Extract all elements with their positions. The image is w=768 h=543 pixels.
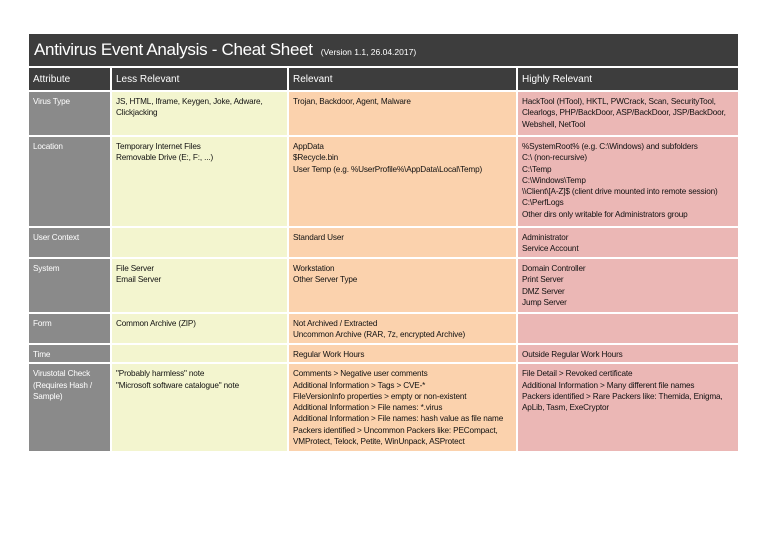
highly-relevant-cell: Administrator Service Account xyxy=(517,227,738,258)
attribute-cell: Virustotal Check (Requires Hash / Sample) xyxy=(29,363,111,451)
table-row xyxy=(29,91,738,136)
less-relevant-cell xyxy=(111,227,288,258)
highly-relevant-cell: Outside Regular Work Hours xyxy=(517,344,738,363)
attribute-cell: Virus Type xyxy=(29,91,111,136)
less-relevant-cell xyxy=(111,344,288,363)
relevant-cell: Comments > Negative user comments Additional Information > Tags > CVE-* FileVersionInfo properties > empty or non-existent Additional Information > File names: *.virus Additional Information > File names: hash value as file name Packers identified > Uncommon Packers like: PECompact, VMProtect, Telock, Petite, WinUnpack, ASProtect xyxy=(288,363,517,451)
analysis-table xyxy=(29,66,738,451)
table-row xyxy=(29,258,738,313)
header-less-relevant: Less Relevant xyxy=(111,67,288,91)
attribute-cell: Form xyxy=(29,313,111,344)
highly-relevant-cell: Domain Controller Print Server DMZ Server Jump Server xyxy=(517,258,738,313)
highly-relevant-cell: File Detail > Revoked certificate Additional Information > Many different file names Packers identified > Rare Packers like: Themida, Enigma, ApLib, Tasm, ExeCryptor xyxy=(517,363,738,451)
relevant-cell: Standard User xyxy=(288,227,517,258)
version-label: (Version 1.1, 26.04.2017) xyxy=(320,47,417,57)
header-row xyxy=(29,67,738,91)
attribute-cell: Time xyxy=(29,344,111,363)
table-row xyxy=(29,344,738,363)
table-row xyxy=(29,363,738,451)
table-row xyxy=(29,313,738,344)
attribute-cell: System xyxy=(29,258,111,313)
less-relevant-cell: Temporary Internet Files Removable Drive (E:, F:, ...) xyxy=(111,136,288,227)
page-title: Antivirus Event Analysis - Cheat Sheet xyxy=(34,40,313,59)
table-row xyxy=(29,136,738,227)
less-relevant-cell: File Server Email Server xyxy=(111,258,288,313)
header-relevant: Relevant xyxy=(288,67,517,91)
attribute-cell: Location xyxy=(29,136,111,227)
title-bar xyxy=(29,34,738,66)
highly-relevant-cell: %SystemRoot% (e.g. C:\Windows) and subfolders C:\ (non-recursive) C:\Temp C:\Windows\Temp \\Client\[A-Z]$ (client drive mounted into remote session) C:\PerfLogs Other dirs only writable for Administrators group xyxy=(517,136,738,227)
relevant-cell: Regular Work Hours xyxy=(288,344,517,363)
relevant-cell: Not Archived / Extracted Uncommon Archive (RAR, 7z, encrypted Archive) xyxy=(288,313,517,344)
table-row xyxy=(29,227,738,258)
header-attribute: Attribute xyxy=(29,67,111,91)
highly-relevant-cell: HackTool (HTool), HKTL, PWCrack, Scan, SecurityTool, Clearlogs, PHP/BackDoor, ASP/BackDoor, JSP/BackDoor, Webshell, NetTool xyxy=(517,91,738,136)
header-highly-relevant: Highly Relevant xyxy=(517,67,738,91)
less-relevant-cell: "Probably harmless" note "Microsoft software catalogue" note xyxy=(111,363,288,451)
relevant-cell: Trojan, Backdoor, Agent, Malware xyxy=(288,91,517,136)
relevant-cell: Workstation Other Server Type xyxy=(288,258,517,313)
cheat-sheet xyxy=(29,34,738,451)
attribute-cell: User Context xyxy=(29,227,111,258)
less-relevant-cell: JS, HTML, Iframe, Keygen, Joke, Adware, Clickjacking xyxy=(111,91,288,136)
relevant-cell: AppData $Recycle.bin User Temp (e.g. %UserProfile%\AppData\Local\Temp) xyxy=(288,136,517,227)
less-relevant-cell: Common Archive (ZIP) xyxy=(111,313,288,344)
highly-relevant-cell xyxy=(517,313,738,344)
